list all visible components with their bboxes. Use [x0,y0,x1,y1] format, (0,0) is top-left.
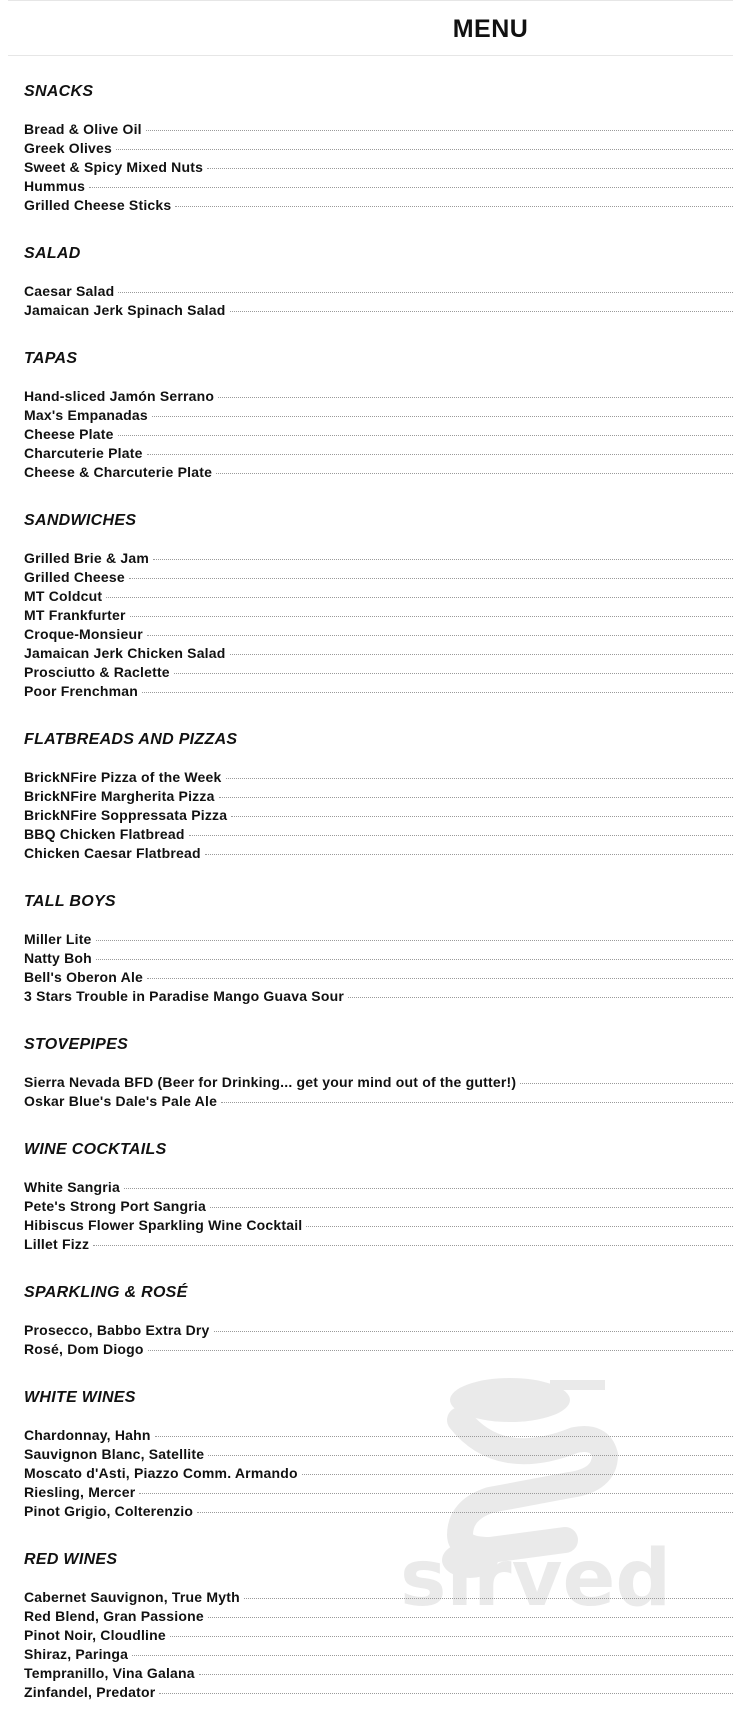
dot-leader [520,1083,733,1084]
menu-item-name: Grilled Cheese Sticks [24,197,172,213]
menu-item[interactable] [24,550,733,569]
menu-item[interactable] [24,931,733,950]
menu-item-name: Chicken Caesar Flatbread [24,845,201,861]
menu-item[interactable] [24,302,733,321]
section-heading: SALAD [24,245,81,262]
menu-item-name: BBQ Chicken Flatbread [24,826,185,842]
dot-leader [226,778,733,779]
menu-item-name: Bell's Oberon Ale [24,969,144,985]
menu-item[interactable] [24,1446,733,1465]
dot-leader [89,187,733,188]
menu-item[interactable] [24,845,733,864]
dot-leader [210,1207,733,1208]
menu-item-name: Sweet & Spicy Mixed Nuts [24,159,204,175]
menu-item[interactable] [24,426,733,445]
dot-leader [146,130,733,131]
menu-item-name: Jamaican Jerk Chicken Salad [24,645,226,661]
menu-item-name: Grilled Cheese [24,569,125,585]
menu-section [24,82,733,216]
menu-item-name: Pinot Noir, Cloudline [24,1627,166,1643]
menu-item[interactable] [24,1198,733,1217]
menu-item[interactable] [24,283,733,302]
dot-leader [219,797,733,798]
dot-leader [230,654,733,655]
menu-item-name: Pinot Grigio, Colterenzio [24,1503,194,1519]
menu-item[interactable] [24,950,733,969]
page-title: MENU [452,15,529,43]
dot-leader [142,692,733,693]
menu-item[interactable] [24,1074,733,1093]
menu-section [24,1140,733,1255]
watermark-text: sirved [400,1534,672,1620]
menu-item[interactable] [24,1684,733,1703]
menu-item[interactable] [24,1427,733,1446]
dot-leader [129,578,733,579]
menu-item-name: Sierra Nevada BFD (Beer for Drinking... get your mind out of the gutter!) [24,1074,517,1090]
menu-section [24,511,733,702]
menu-item[interactable] [24,1589,733,1608]
menu-item[interactable] [24,826,733,845]
menu-item-name: Charcuterie Plate [24,445,143,461]
menu-item-name: Riesling, Mercer [24,1484,136,1500]
menu-item[interactable] [24,788,733,807]
dot-leader [208,1617,733,1618]
dot-leader [216,473,733,474]
menu-item[interactable] [24,197,733,216]
menu-item-name: Prosciutto & Raclette [24,664,170,680]
menu-item-name: Oskar Blue's Dale's Pale Ale [24,1093,218,1109]
dot-leader [118,292,733,293]
menu-item-name: Sauvignon Blanc, Satellite [24,1446,205,1462]
dot-leader [348,997,733,998]
menu-item-name: Croque-Monsieur [24,626,143,642]
menu-item-name: Shiraz, Paringa [24,1646,129,1662]
menu-item-name: Cheese & Charcuterie Plate [24,464,213,480]
menu-item[interactable] [24,445,733,464]
dot-leader [306,1226,733,1227]
menu-item-name: 3 Stars Trouble in Paradise Mango Guava Sour [24,988,344,1004]
dot-leader [230,311,733,312]
dot-leader [153,559,733,560]
menu-item[interactable] [24,388,733,407]
menu-item[interactable] [24,1665,733,1684]
menu-item[interactable] [24,1217,733,1236]
menu-item-name: Miller Lite [24,931,92,947]
menu-item-name: BrickNFire Soppressata Pizza [24,807,228,823]
section-heading: STOVEPIPES [24,1036,129,1053]
menu-item-name: Natty Boh [24,950,92,966]
menu-item[interactable] [24,1484,733,1503]
menu-item-name: MT Coldcut [24,588,103,604]
menu-item[interactable] [24,140,733,159]
section-heading: WINE COCKTAILS [24,1141,167,1158]
dot-leader [124,1188,733,1189]
menu-item[interactable] [24,1503,733,1522]
dot-leader [148,1350,733,1351]
menu-section [24,1283,733,1360]
menu-item[interactable] [24,1236,733,1255]
menu-item-name: Cheese Plate [24,426,114,442]
menu-item[interactable] [24,969,733,988]
menu-item-name: White Sangria [24,1179,120,1195]
dot-leader [147,978,733,979]
dot-leader [214,1331,733,1332]
menu-item[interactable] [24,1179,733,1198]
dot-leader [199,1674,733,1675]
menu-item[interactable] [24,664,733,683]
menu-item-name: Chardonnay, Hahn [24,1427,151,1443]
dot-leader [244,1598,733,1599]
menu-item[interactable] [24,645,733,664]
menu-item[interactable] [24,407,733,426]
dot-leader [205,854,733,855]
menu-item[interactable] [24,807,733,826]
dot-leader [147,454,733,455]
menu-section [24,244,733,321]
menu-section [24,1388,733,1522]
section-heading: WHITE WINES [24,1389,136,1406]
menu-section [24,349,733,483]
dot-leader [106,597,733,598]
menu-item[interactable] [24,988,733,1007]
menu-item-name: Hand-sliced Jamón Serrano [24,388,215,404]
dot-leader [218,397,733,398]
menu-item[interactable] [24,1465,733,1484]
menu-item-name: Cabernet Sauvignon, True Myth [24,1589,240,1605]
menu-section [24,1035,733,1112]
section-heading: TAPAS [24,350,78,367]
menu-item-name: Pete's Strong Port Sangria [24,1198,207,1214]
dot-leader [96,959,733,960]
menu-item-name: Hibiscus Flower Sparkling Wine Cocktail [24,1217,303,1233]
dot-leader [170,1636,733,1637]
menu-item-name: Zinfandel, Predator [24,1684,156,1700]
menu-item[interactable] [24,683,733,702]
menu-item-name: Greek Olives [24,140,113,156]
dot-leader [159,1693,733,1694]
dot-leader [130,616,733,617]
section-heading: RED WINES [24,1551,118,1568]
dot-leader [174,673,733,674]
menu-item-name: BrickNFire Pizza of the Week [24,769,222,785]
menu-item-name: Bread & Olive Oil [24,121,142,137]
dot-leader [96,940,733,941]
section-heading: FLATBREADS AND PIZZAS [24,731,238,748]
section-heading: TALL BOYS [24,893,116,910]
menu-section [24,730,733,864]
dot-leader [152,416,733,417]
dot-leader [175,206,733,207]
menu-item-name: Grilled Brie & Jam [24,550,149,566]
menu-item-name: Max's Empanadas [24,407,148,423]
menu-item[interactable] [24,1322,733,1341]
menu-item-name: Rosé, Dom Diogo [24,1341,144,1357]
menu-item-name: Jamaican Jerk Spinach Salad [24,302,226,318]
dot-leader [132,1655,733,1656]
menu-item-name: Hummus [24,178,86,194]
menu-item[interactable] [24,769,733,788]
dot-leader [118,435,733,436]
dot-leader [155,1436,733,1437]
menu-section [24,1550,733,1703]
dot-leader [208,1455,733,1456]
menu-section [24,892,733,1007]
menu-item-name: Lillet Fizz [24,1236,90,1252]
menu-item[interactable] [24,159,733,178]
dot-leader [207,168,733,169]
menu-item-name: Caesar Salad [24,283,115,299]
menu-item-name: Tempranillo, Vina Galana [24,1665,195,1681]
menu-item[interactable] [24,1093,733,1112]
dot-leader [116,149,733,150]
dot-leader [197,1512,733,1513]
menu-item[interactable] [24,1627,733,1646]
menu-item-name: BrickNFire Margherita Pizza [24,788,215,804]
section-heading: SANDWICHES [24,512,137,529]
dot-leader [302,1474,733,1475]
menu-item-name: Prosecco, Babbo Extra Dry [24,1322,210,1338]
dot-leader [231,816,733,817]
menu-item[interactable] [24,1608,733,1627]
menu-item[interactable] [24,626,733,645]
menu-item[interactable] [24,121,733,140]
dot-leader [139,1493,733,1494]
dot-leader [189,835,733,836]
menu-item-name: Poor Frenchman [24,683,139,699]
menu-header [8,0,733,56]
menu-item[interactable] [24,178,733,197]
menu-item-name: MT Frankfurter [24,607,126,623]
menu-item[interactable] [24,464,733,483]
dot-leader [93,1245,733,1246]
menu-item[interactable] [24,588,733,607]
menu-item[interactable] [24,1646,733,1665]
menu-item[interactable] [24,607,733,626]
menu-item-name: Moscato d'Asti, Piazzo Comm. Armando [24,1465,298,1481]
menu-list [24,82,733,1731]
menu-item-name: Red Blend, Gran Passione [24,1608,204,1624]
dot-leader [147,635,733,636]
menu-item[interactable] [24,569,733,588]
menu-item[interactable] [24,1341,733,1360]
dot-leader [221,1102,733,1103]
section-heading: SNACKS [24,83,94,100]
section-heading: SPARKLING & ROSÉ [24,1284,188,1301]
